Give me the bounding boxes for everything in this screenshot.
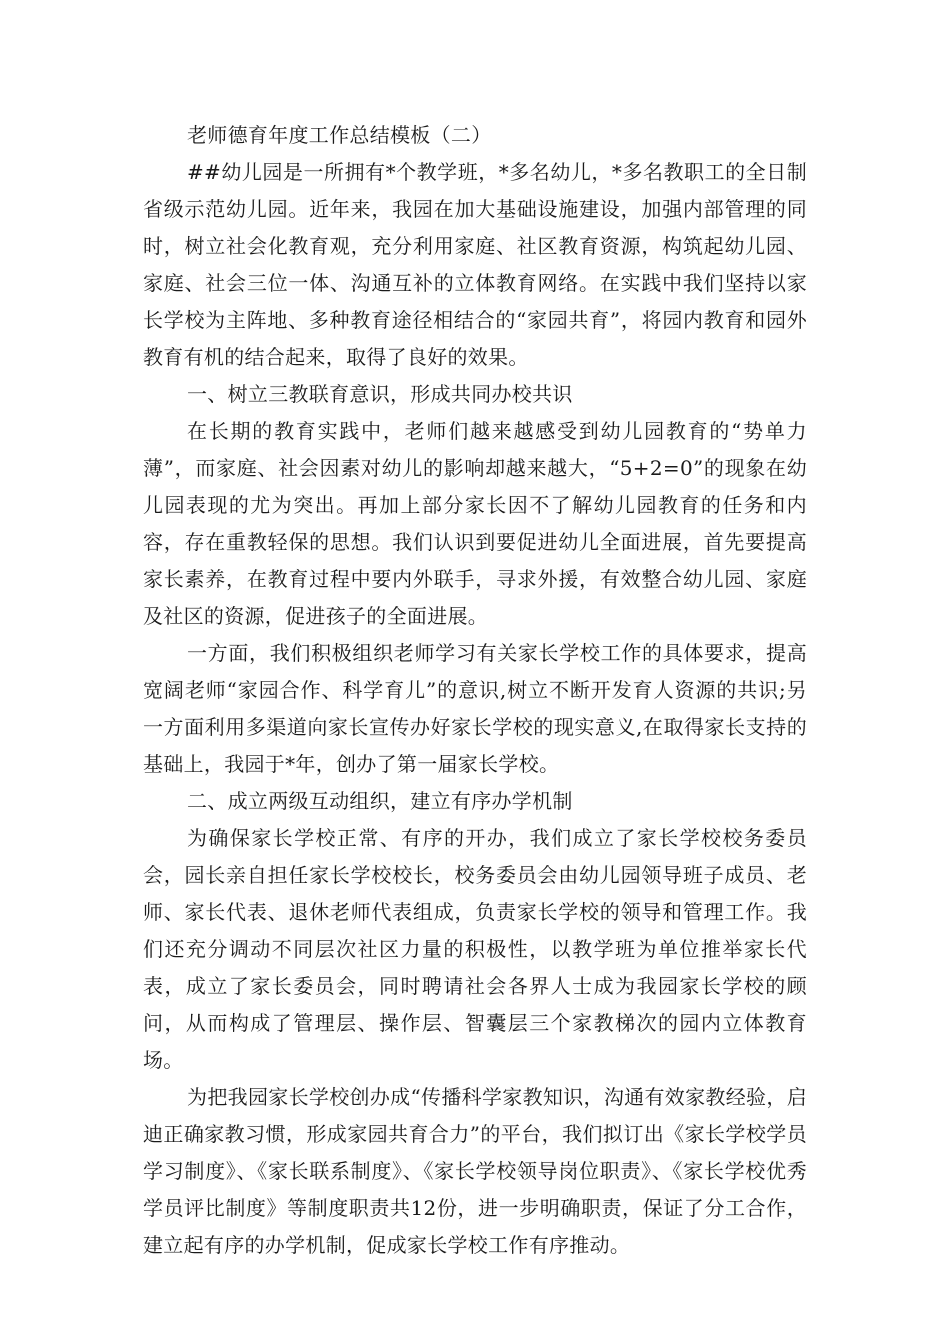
document-body [143, 117, 807, 1264]
section-1-paragraph: 在长期的教育实践中，老师们越来越感受到幼儿园教育的“势单力薄”，而家庭、社会因素对幼儿的影响却越来越大，“5+2=0”的现象在幼儿园表现的尤为突出。再加上部分家长因不了解幼儿园教育的任务和内容，存在重教轻保的思想。我们认识到要促进幼儿全面进展，首先要提高家长素养，在教育过程中要内外联手，寻求外援，有效整合幼儿园、家庭及社区的资源，促进孩子的全面进展。 [143, 419, 807, 628]
section-2-heading: 二、成立两级互动组织，建立有序办学机制 [187, 789, 573, 813]
section-1-heading: 一、树立三教联育意识，形成共同办校共识 [187, 382, 573, 406]
section-2-paragraph: 为把我园家长学校创办成“传播科学家教知识，沟通有效家教经验，启迪正确家教习惯，形成家园共育合力”的平台，我们拟订出《家长学校学员学习制度》、《家长联系制度》、《家长学校领导岗位职责》、《家长学校优秀学员评比制度》等制度职责共12份，进一步明确职责，保证了分工合作，建立起有序的办学机制，促成家长学校工作有序推动。 [143, 1085, 807, 1257]
document-title: 老师德育年度工作总结模板（二） [187, 123, 492, 147]
intro-paragraph: ##幼儿园是一所拥有*个教学班，*多名幼儿，*多名教职工的全日制省级示范幼儿园。近年来，我园在加大基础设施建设，加强内部管理的同时，树立社会化教育观，充分利用家庭、社区教育资源，构筑起幼儿园、家庭、社会三位一体、沟通互补的立体教育网络。在实践中我们坚持以家长学校为主阵地、多种教育途径相结合的“家园共育”，将园内教育和园外教育有机的结合起来，取得了良好的效果。 [143, 160, 807, 369]
section-1-paragraph: 一方面，我们积极组织老师学习有关家长学校工作的具体要求，提高宽阔老师“家园合作、科学育儿”的意识,树立不断开发育人资源的共识;另一方面利用多渠道向家长宣传办好家长学校的现实意义,在取得家长支持的基础上，我园于*年，创办了第一届家长学校。 [143, 641, 807, 776]
section-2-paragraph: 为确保家长学校正常、有序的开办，我们成立了家长学校校务委员会，园长亲自担任家长学校校长，校务委员会由幼儿园领导班子成员、老师、家长代表、退休老师代表组成，负责家长学校的领导和管理工作。我们还充分调动不同层次社区力量的积极性，以教学班为单位推举家长代表，成立了家长委员会，同时聘请社会各界人士成为我园家长学校的顾问，从而构成了管理层、操作层、智囊层三个家教梯次的园内立体教育场。 [143, 826, 807, 1072]
